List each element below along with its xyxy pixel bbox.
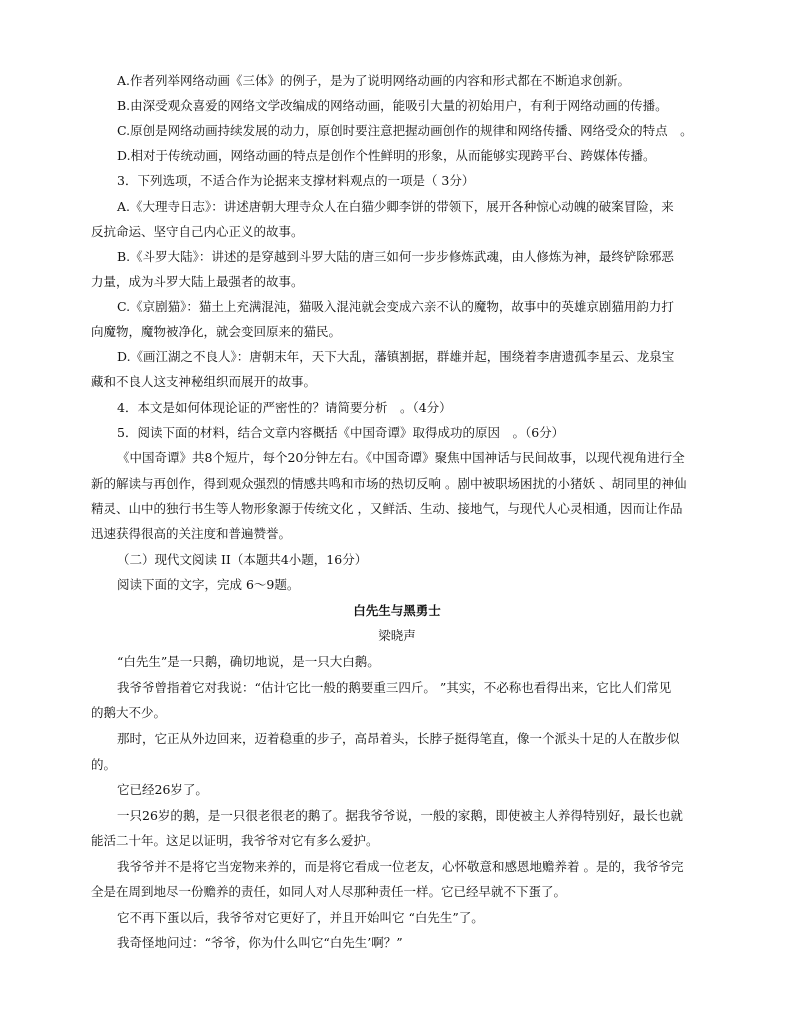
story-paragraph-line: 我奇怪地问过：“爷爷，你为什么叫它“白先生’啊？” — [117, 935, 403, 950]
q3-option-d-line-2: 藏和不良人这支神秘组织而展开的故事。 — [91, 374, 317, 389]
story-author: 梁晓声 — [378, 628, 416, 643]
story-paragraph-line: “白先生”是一只鹅，确切地说，是一只大白鹅。 — [117, 654, 380, 669]
story-paragraph-line: 那时，它正从外边回来，迈着稳重的步子，高昂着头，长脖子挺得笔直，像一个派头十足的人在散步似 — [117, 731, 680, 746]
q3-option-a-line-1: A.《大理寺日志》：讲述唐朝大理寺众人在白猫少卿李饼的带领下，展开各种惊心动魄的破案冒险，来 — [117, 199, 674, 214]
story-paragraph-line: 的鹅大不少。 — [91, 705, 167, 720]
q3-option-b-line-1: B.《斗罗大陆》：讲述的是穿越到斗罗大陆的唐三如何一步步修炼武魂，由人修炼为神，最终铲除邪恶 — [117, 249, 674, 264]
q3-option-a-line-2: 反抗命运、坚守自己内心正义的故事。 — [91, 224, 304, 239]
story-paragraph-line: 能活二十年。这足以证明，我爷爷对它有多么爱护。 — [91, 833, 379, 848]
story-paragraph-line: 它不再下蛋以后，我爷爷对它更好了，并且开始叫它 “白先生”了。 — [117, 910, 484, 925]
question-3: 3．下列选项，不适合作为论据来支撑材料观点的一项是（ 3分） — [117, 173, 475, 188]
q3-option-d-line-1: D.《画江湖之不良人》：唐朝末年，天下大乱，藩镇割据，群雄并起，围绕着李唐遗孤李星云、龙泉宝 — [117, 349, 675, 364]
q3-option-c-line-1: C.《京剧猫》：猫土上充满混沌，猫吸入混沌就会变成六亲不认的魔物，故事中的英雄京剧猫用韵力打 — [117, 299, 674, 314]
q3-option-b-line-2: 力量，成为斗罗大陆上最强者的故事。 — [91, 274, 304, 289]
story-paragraph-line: 的。 — [91, 757, 117, 772]
story-title: 白先生与黑勇士 — [353, 603, 441, 618]
question-5: 5．阅读下面的材料，结合文章内容概括《中国奇谭》取得成功的原因 。（6分） — [117, 425, 565, 440]
story-paragraph-line: 我爷爷曾指着它对我说：“估计它比一般的鹅要重三四斤。 ”其实，不必称也看得出来，它比人们常见 — [117, 680, 672, 695]
material-line-3: 精灵、山中的独行书生等人物形象源于传统文化 ，又鲜活、生动、接地气，与现代人心灵相通，因而让作品 — [91, 501, 683, 516]
story-paragraph-line: 全是在周到地尽一份赡养的责任，如同人对人尽那种责任一样。它已经早就不下蛋了。 — [91, 884, 567, 899]
section-heading: （二）现代文阅读 II（本题共4小题，16分） — [117, 552, 368, 567]
material-line-1: 《中国奇谭》共8个短片，每个20分钟左右。《中国奇谭》聚焦中国神话与民间故事，以现代视角进行全 — [117, 450, 685, 465]
option-a-line: A.作者列举网络动画《三体》的例子，是为了说明网络动画的内容和形式都在不断追求创新。 — [117, 73, 631, 88]
q3-option-c-line-2: 向魔物，魔物被净化，就会变回原来的猫民。 — [91, 324, 342, 339]
reading-instruction: 阅读下面的文字，完成 6～9题。 — [117, 577, 300, 592]
option-b-line: B.由深受观众喜爱的网络文学改编成的网络动画，能吸引大量的初始用户，有利于网络动画的传播。 — [117, 98, 668, 113]
material-line-2: 新的解读与再创作，得到观众强烈的情感共鸣和市场的热切反响 。剧中被职场困扰的小猪妖 、胡同里的神仙 — [91, 476, 687, 491]
question-4: 4．本文是如何体现论证的严密性的？请简要分析 。（4分） — [117, 400, 452, 415]
option-c-line: C.原创是网络动画持续发展的动力，原创时要注意把握动画创作的规律和网络传播、网络受众的特点 。 — [117, 123, 693, 138]
material-line-4: 迅速获得很高的关注度和普遍赞誉。 — [91, 526, 292, 541]
story-paragraph-line: 它已经26岁了。 — [117, 782, 208, 797]
story-paragraph-line: 我爷爷并不是将它当宠物来养的，而是将它看成一位老友，心怀敬意和感恩地赡养着 。是的，我爷爷完 — [117, 859, 684, 874]
option-d-line: D.相对于传统动画，网络动画的特点是创作个性鲜明的形象，从而能够实现跨平台、跨媒体传播。 — [117, 148, 656, 163]
story-paragraph-line: 一只26岁的鹅，是一只很老很老的鹅了。据我爷爷说，一般的家鹅，即使被主人养得特别好，最长也就 — [117, 808, 683, 823]
